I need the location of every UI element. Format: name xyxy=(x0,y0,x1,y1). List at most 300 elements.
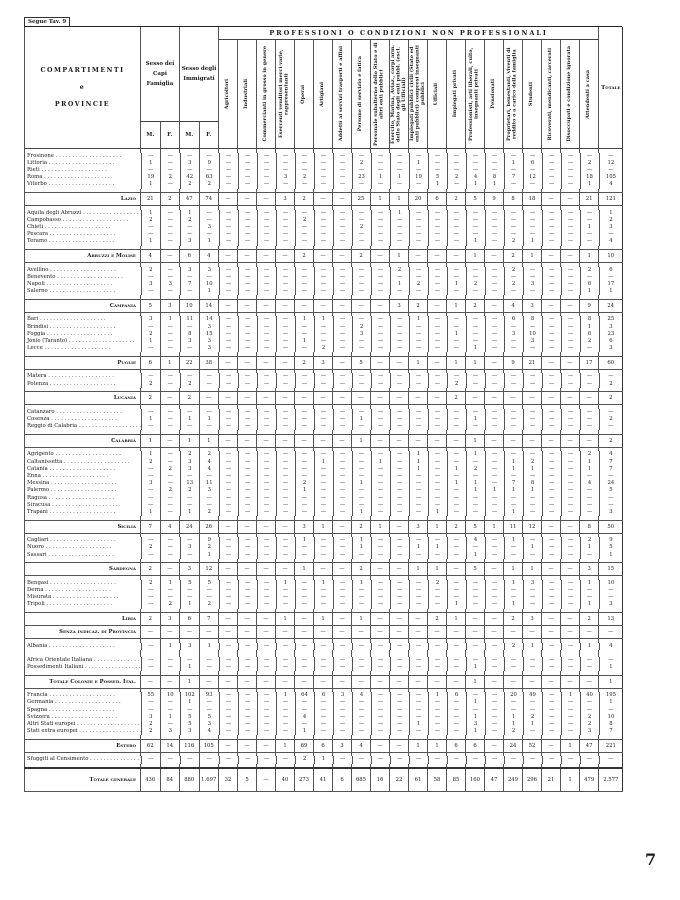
table-value: 1 xyxy=(352,537,371,544)
table-value: — xyxy=(238,153,257,160)
table-value: — xyxy=(295,345,314,352)
table-value: — xyxy=(295,160,314,167)
table-value: — xyxy=(485,434,504,447)
table-value: — xyxy=(219,324,238,331)
table-value: — xyxy=(314,409,333,416)
table-value: — xyxy=(542,675,561,688)
header-capi-f: F. xyxy=(160,122,180,149)
table-value: 2 xyxy=(180,181,200,188)
table-value: 1 xyxy=(599,699,623,706)
table-value: — xyxy=(542,281,561,288)
region-total-row xyxy=(25,675,623,688)
table-value: — xyxy=(371,373,390,380)
table-value: — xyxy=(485,217,504,224)
table-value: — xyxy=(561,409,580,416)
region-name: Sardegna xyxy=(25,563,141,576)
table-value: — xyxy=(219,409,238,416)
table-value: — xyxy=(390,324,409,331)
table-value: 4 xyxy=(466,537,485,544)
table-value: — xyxy=(428,626,447,639)
table-value: — xyxy=(257,409,276,416)
header-prof-label: Esercenti venditori merci varie, rappresentanti xyxy=(278,49,290,139)
table-value: 60 xyxy=(599,356,623,369)
table-value: — xyxy=(371,231,390,238)
table-value: — xyxy=(561,466,580,473)
table-value: 2 xyxy=(160,487,180,494)
province-values xyxy=(141,381,623,388)
table-value: — xyxy=(447,423,466,430)
table-value: — xyxy=(523,373,542,380)
table-value: — xyxy=(333,537,352,544)
table-value: — xyxy=(542,544,561,551)
table-value: — xyxy=(447,643,466,650)
table-value: 1 xyxy=(409,160,428,167)
table-value: — xyxy=(447,224,466,231)
table-value: — xyxy=(314,160,333,167)
table-value: — xyxy=(219,544,238,551)
table-value: — xyxy=(180,274,200,281)
table-value: — xyxy=(371,509,390,516)
table-value: — xyxy=(238,626,257,639)
table-value: — xyxy=(314,193,333,206)
table-value: — xyxy=(238,373,257,380)
province-values-cell xyxy=(141,580,623,587)
table-value: — xyxy=(352,373,371,380)
table-value: — xyxy=(561,563,580,576)
province-name: Ragusa . . . xyxy=(25,495,141,502)
table-value: — xyxy=(314,466,333,473)
province-values-cell xyxy=(141,480,623,487)
table-value: — xyxy=(276,392,295,405)
table-value: — xyxy=(257,699,276,706)
table-value: — xyxy=(257,544,276,551)
table-value: — xyxy=(390,580,409,587)
table-value: — xyxy=(314,281,333,288)
table-value: — xyxy=(371,664,390,671)
table-value: 22 xyxy=(390,768,409,792)
table-value: — xyxy=(485,167,504,174)
table-value: — xyxy=(390,392,409,405)
region-total-row xyxy=(25,299,623,312)
header-prof-column xyxy=(447,40,466,149)
table-value: — xyxy=(580,699,599,706)
table-value: — xyxy=(409,707,428,714)
table-value: 273 xyxy=(295,768,314,792)
table-value: 7 xyxy=(599,466,623,473)
table-value: — xyxy=(485,502,504,509)
header-prof-column xyxy=(295,40,314,149)
table-value: — xyxy=(276,267,295,274)
table-value: — xyxy=(199,473,219,480)
province-name: Palermo . . . xyxy=(25,487,141,494)
province-values xyxy=(141,721,623,728)
table-value: 58 xyxy=(428,768,447,792)
table-value: — xyxy=(485,714,504,721)
province-name: Salerno . . . xyxy=(25,288,141,295)
table-value: 1 xyxy=(580,544,599,551)
table-value: — xyxy=(409,274,428,281)
table-value: — xyxy=(160,392,180,405)
table-value: 6 xyxy=(180,613,200,626)
province-row xyxy=(25,451,623,458)
header-prof-column xyxy=(371,40,390,149)
table-value: — xyxy=(466,544,485,551)
table-value: 2 xyxy=(599,381,623,388)
table-value: — xyxy=(257,657,276,664)
grand-total-label: Totale generale xyxy=(25,768,141,792)
province-name: Aquila degli Abruzzi . . . xyxy=(25,210,141,217)
table-value: 11 xyxy=(504,520,523,533)
table-value: 3 xyxy=(314,356,333,369)
table-value: — xyxy=(542,423,561,430)
table-value: — xyxy=(409,423,428,430)
table-value: — xyxy=(219,274,238,281)
table-value: — xyxy=(371,626,390,639)
table-value: — xyxy=(257,231,276,238)
province-name: Caltanissetta . . . xyxy=(25,459,141,466)
province-values-cell xyxy=(141,288,623,295)
table-value: — xyxy=(295,601,314,608)
table-value: — xyxy=(542,756,561,763)
table-value: 3 xyxy=(199,324,219,331)
table-value: — xyxy=(561,250,580,263)
table-value: — xyxy=(238,345,257,352)
table-value: — xyxy=(238,434,257,447)
table-value: — xyxy=(352,552,371,559)
table-value: — xyxy=(523,324,542,331)
table-value: — xyxy=(199,210,219,217)
table-value: — xyxy=(219,756,238,763)
table-value: — xyxy=(447,721,466,728)
table-value: — xyxy=(238,381,257,388)
table-value: — xyxy=(276,238,295,245)
table-value: — xyxy=(199,495,219,502)
table-value: — xyxy=(219,520,238,533)
table-value: — xyxy=(199,231,219,238)
table-value: 1 xyxy=(352,416,371,423)
table-value: — xyxy=(390,473,409,480)
table-value: — xyxy=(428,728,447,735)
table-value: — xyxy=(314,487,333,494)
table-value: — xyxy=(314,699,333,706)
table-value: — xyxy=(219,509,238,516)
table-value: — xyxy=(314,181,333,188)
table-value: 1 xyxy=(466,675,485,688)
table-value: — xyxy=(160,434,180,447)
province-values-cell xyxy=(141,495,623,502)
table-value: — xyxy=(447,416,466,423)
table-value: 8 xyxy=(580,520,599,533)
table-value: 3 xyxy=(409,520,428,533)
table-value: — xyxy=(447,594,466,601)
table-value: — xyxy=(390,707,409,714)
region-total-row xyxy=(25,739,623,752)
table-value: 2.577 xyxy=(599,768,623,792)
table-value: — xyxy=(523,181,542,188)
table-value: — xyxy=(219,580,238,587)
table-value: — xyxy=(504,392,523,405)
table-value: — xyxy=(141,373,161,380)
table-value: — xyxy=(199,274,219,281)
header-prof-column xyxy=(257,40,276,149)
table-value: — xyxy=(219,392,238,405)
table-value: — xyxy=(561,356,580,369)
table-value: — xyxy=(504,288,523,295)
table-value: — xyxy=(352,181,371,188)
table-value: 8 xyxy=(523,480,542,487)
province-name: Pescara . . . xyxy=(25,231,141,238)
province-name: Reggio di Calabria . . . xyxy=(25,423,141,430)
table-value: 3 xyxy=(180,459,200,466)
table-value: — xyxy=(409,409,428,416)
table-value: — xyxy=(523,288,542,295)
table-value: — xyxy=(141,231,161,238)
table-value: — xyxy=(160,509,180,516)
table-value: 6 xyxy=(580,281,599,288)
table-value: — xyxy=(238,238,257,245)
table-value: 1 xyxy=(523,487,542,494)
table-value: 3 xyxy=(390,299,409,312)
table-value: 1 xyxy=(580,466,599,473)
table-value: 1 xyxy=(390,193,409,206)
header-prof-column xyxy=(428,40,447,149)
table-value: — xyxy=(333,699,352,706)
table-value: — xyxy=(485,274,504,281)
province-values-cell xyxy=(141,281,623,288)
table-value: — xyxy=(580,217,599,224)
table-value: — xyxy=(333,657,352,664)
table-value: 2 xyxy=(447,174,466,181)
province-values-cell xyxy=(141,714,623,721)
table-value: 2 xyxy=(409,299,428,312)
table-value: 1 xyxy=(523,238,542,245)
province-row xyxy=(25,316,623,323)
table-value: — xyxy=(314,423,333,430)
header-prof-label: Impiegati privati xyxy=(452,70,459,118)
table-value: — xyxy=(180,231,200,238)
table-value: 3 xyxy=(141,316,161,323)
table-value: 1 xyxy=(523,721,542,728)
table-value: 2 xyxy=(466,299,485,312)
table-value: — xyxy=(314,174,333,181)
province-values-cell xyxy=(141,756,623,763)
table-value: — xyxy=(314,657,333,664)
table-value: 1 xyxy=(295,338,314,345)
province-values-cell xyxy=(141,728,623,735)
table-value: — xyxy=(257,721,276,728)
table-value: — xyxy=(447,544,466,551)
table-value: 3 xyxy=(599,345,623,352)
table-value: — xyxy=(428,381,447,388)
table-value: — xyxy=(561,331,580,338)
table-value: — xyxy=(238,193,257,206)
table-value: — xyxy=(523,699,542,706)
table-value: — xyxy=(504,657,523,664)
table-value: 1 xyxy=(504,537,523,544)
table-value: — xyxy=(199,756,219,763)
table-value: 3 xyxy=(599,601,623,608)
table-value: 2 xyxy=(599,416,623,423)
table-value: 5 xyxy=(199,580,219,587)
table-value: — xyxy=(295,373,314,380)
province-name: Benevento . . . xyxy=(25,274,141,281)
table-value: — xyxy=(428,451,447,458)
table-value: — xyxy=(371,756,390,763)
table-value: — xyxy=(580,495,599,502)
table-value: — xyxy=(409,728,428,735)
table-value: 5 xyxy=(180,721,200,728)
table-value: 1 xyxy=(409,721,428,728)
table-value: — xyxy=(295,331,314,338)
table-value: — xyxy=(257,299,276,312)
table-value: — xyxy=(447,728,466,735)
table-value: — xyxy=(390,613,409,626)
table-value: — xyxy=(561,495,580,502)
table-value: — xyxy=(390,274,409,281)
table-value: 2 xyxy=(160,193,180,206)
table-value: 1 xyxy=(314,316,333,323)
table-value: — xyxy=(466,756,485,763)
table-value: — xyxy=(333,626,352,639)
table-value: 5 xyxy=(238,768,257,792)
table-value: — xyxy=(428,274,447,281)
table-value: 1 xyxy=(447,281,466,288)
table-value: — xyxy=(276,409,295,416)
table-value: — xyxy=(428,167,447,174)
table-value: — xyxy=(371,594,390,601)
table-value: — xyxy=(428,345,447,352)
table-value: 49 xyxy=(523,692,542,699)
table-value: — xyxy=(257,250,276,263)
table-value: — xyxy=(561,181,580,188)
table-value: 24 xyxy=(599,480,623,487)
table-value: — xyxy=(409,613,428,626)
table-value: — xyxy=(428,664,447,671)
table-value: — xyxy=(141,167,161,174)
table-value: 3 xyxy=(180,338,200,345)
table-value: — xyxy=(333,580,352,587)
table-value: — xyxy=(352,657,371,664)
province-values xyxy=(141,423,623,430)
table-value: 1 xyxy=(466,714,485,721)
province-values xyxy=(141,267,623,274)
table-value: 3 xyxy=(580,728,599,735)
table-value: — xyxy=(561,153,580,160)
table-value: — xyxy=(314,416,333,423)
table-value: — xyxy=(180,552,200,559)
table-value: — xyxy=(295,466,314,473)
region-name: Sicilia xyxy=(25,520,141,533)
table-value: — xyxy=(333,451,352,458)
table-value: — xyxy=(504,502,523,509)
table-value: — xyxy=(542,466,561,473)
table-value: — xyxy=(561,160,580,167)
header-prof-label: Esercito, Marina, Aviaz., corpi arm. dello Stato degli enti pubbl. (escl. gli Ufficiali) xyxy=(389,44,407,144)
table-value: 5 xyxy=(141,299,161,312)
table-value: — xyxy=(409,416,428,423)
table-value: — xyxy=(219,193,238,206)
table-value: — xyxy=(333,675,352,688)
table-value: — xyxy=(257,626,276,639)
table-value: — xyxy=(352,601,371,608)
table-value: 6 xyxy=(599,338,623,345)
table-value: — xyxy=(504,544,523,551)
table-value: — xyxy=(219,373,238,380)
table-value: — xyxy=(485,238,504,245)
table-value: — xyxy=(409,487,428,494)
table-value: — xyxy=(466,613,485,626)
table-value: — xyxy=(447,316,466,323)
table-value: — xyxy=(180,167,200,174)
table-value: — xyxy=(180,657,200,664)
table-value: — xyxy=(238,728,257,735)
table-value: — xyxy=(219,231,238,238)
table-value: — xyxy=(390,509,409,516)
table-value: 1 xyxy=(199,288,219,295)
table-value: — xyxy=(352,217,371,224)
table-value: — xyxy=(180,502,200,509)
table-value: 1 xyxy=(523,544,542,551)
table-value: — xyxy=(160,502,180,509)
province-row xyxy=(25,480,623,487)
table-value: — xyxy=(333,480,352,487)
table-value: 74 xyxy=(199,193,219,206)
table-value: — xyxy=(199,373,219,380)
table-value: — xyxy=(219,487,238,494)
table-value: — xyxy=(257,153,276,160)
table-value: — xyxy=(238,210,257,217)
table-value: — xyxy=(428,160,447,167)
table-value: — xyxy=(199,381,219,388)
table-value: — xyxy=(199,587,219,594)
table-value: 9 xyxy=(485,193,504,206)
table-value: — xyxy=(333,473,352,480)
table-value: 17 xyxy=(580,356,599,369)
header-prof-label: Industriali xyxy=(243,79,250,109)
table-value: — xyxy=(466,409,485,416)
province-row xyxy=(25,381,623,388)
table-value: — xyxy=(314,167,333,174)
table-value: — xyxy=(542,487,561,494)
table-value: — xyxy=(238,495,257,502)
table-value: — xyxy=(523,756,542,763)
table-value: — xyxy=(257,509,276,516)
table-value: — xyxy=(504,224,523,231)
table-value: — xyxy=(238,174,257,181)
table-value: — xyxy=(333,434,352,447)
region-name: Estero xyxy=(25,739,141,752)
table-value: — xyxy=(314,502,333,509)
table-value: — xyxy=(428,487,447,494)
table-value: — xyxy=(333,288,352,295)
table-value: — xyxy=(314,153,333,160)
table-value: 1 xyxy=(180,699,200,706)
header-sesso-capi: Sesso dei Capi Famiglia xyxy=(141,27,180,122)
table-value: 249 xyxy=(504,768,523,792)
province-values-cell xyxy=(141,409,623,416)
table-value: — xyxy=(542,324,561,331)
province-name: Trapani . . . xyxy=(25,509,141,516)
table-value: 2 xyxy=(141,563,161,576)
table-value: — xyxy=(314,392,333,405)
table-value: — xyxy=(295,699,314,706)
table-value: — xyxy=(295,664,314,671)
table-value: 4 xyxy=(580,480,599,487)
table-value: — xyxy=(371,181,390,188)
province-values-cell xyxy=(141,324,623,331)
table-value: — xyxy=(276,714,295,721)
table-value: — xyxy=(257,601,276,608)
